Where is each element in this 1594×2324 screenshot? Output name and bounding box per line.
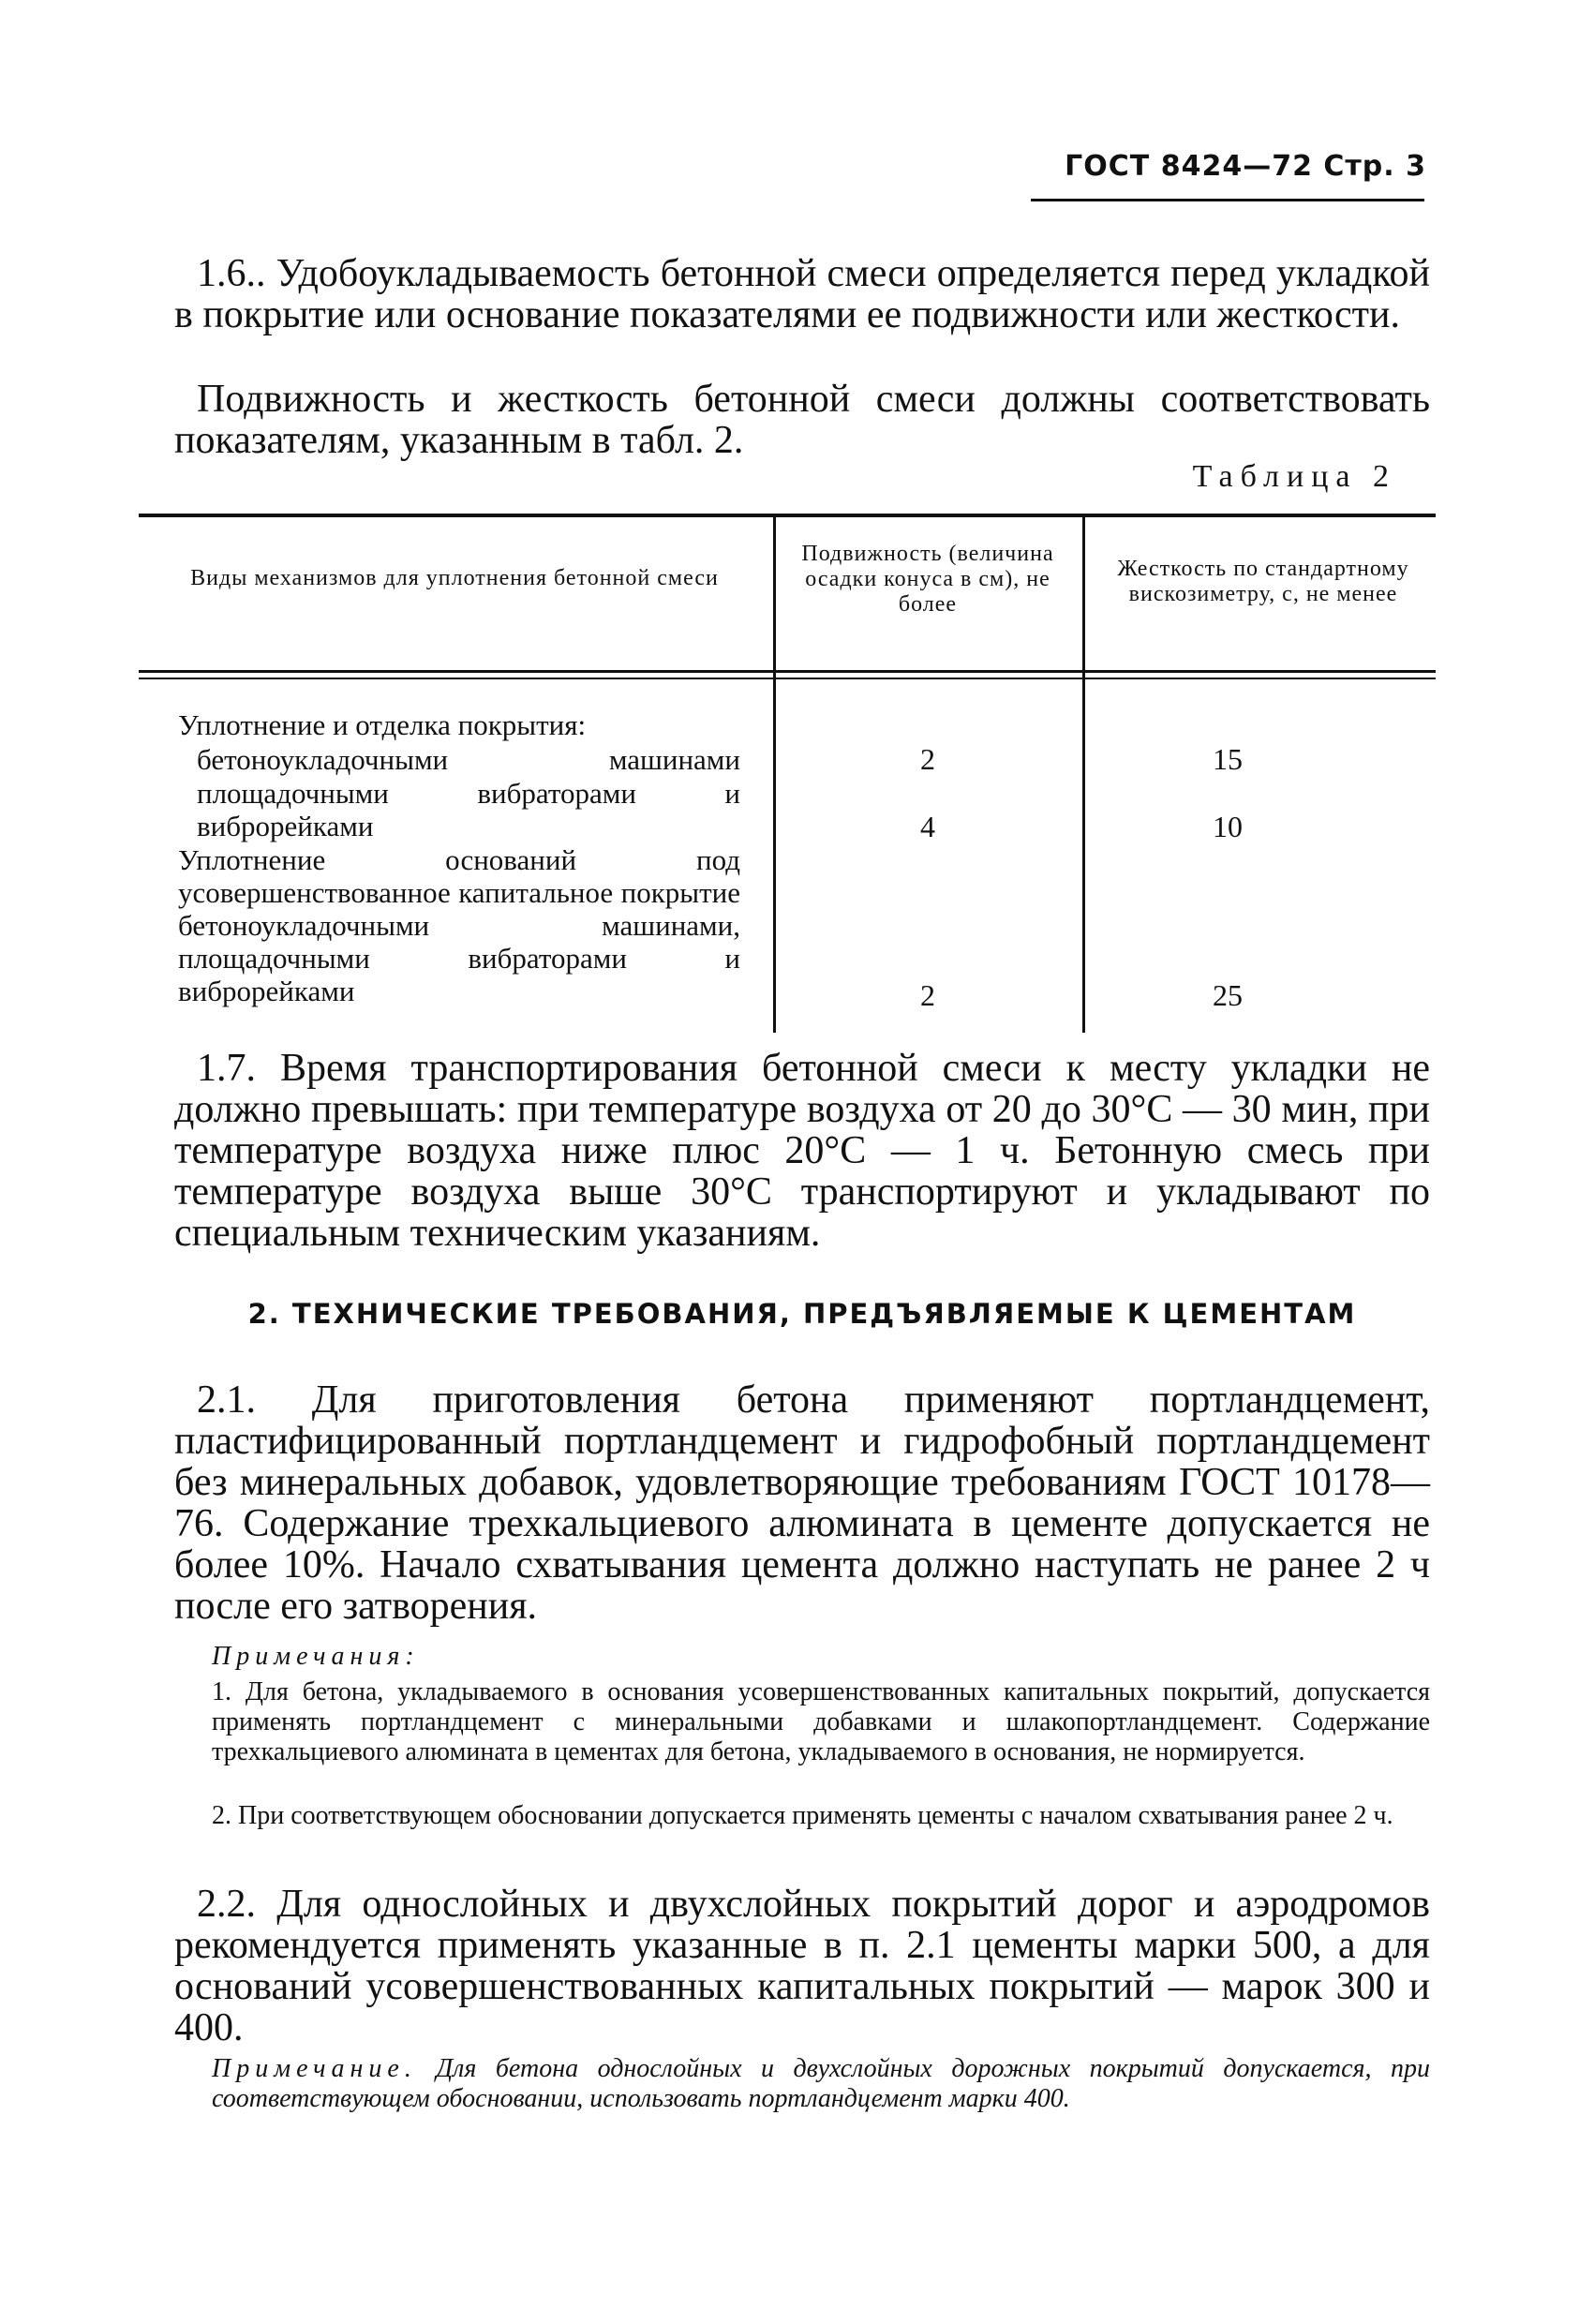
final-note: [212, 2054, 1430, 2114]
paragraph-1-6-b: Подвижность и жесткость бетонной смеси должны соответствовать показателям, указанным в табл. 2.: [174, 378, 1430, 462]
table-header-rule-2: [139, 678, 1436, 679]
final-note-text: Для бетона однослойных и двухслойных дорожных покрытий допускается, при соответствующем обосновании, использовать портландцемент марки 400.: [212, 2054, 1430, 2113]
table-cell-mobility: 2: [920, 978, 935, 1012]
table-col-divider-2: [1082, 517, 1085, 1033]
header-rule: [1031, 199, 1424, 201]
table-cell-mobility: 4: [920, 810, 935, 843]
page-header: ГОСТ 8424—72 Стр. 3: [1065, 150, 1426, 183]
table-cell-stiffness: 15: [1213, 742, 1243, 776]
table-cell-stiffness: 10: [1213, 810, 1243, 843]
table-cell-stiffness: 25: [1213, 978, 1243, 1012]
section-title: 2. ТЕХНИЧЕСКИЕ ТРЕБОВАНИЯ, ПРЕДЪЯВЛЯЕМЫЕ К ЦЕМЕНТАМ: [247, 1298, 1357, 1330]
paragraph-1-7: 1.7. Время транспортирования бетонной смеси к месту укладки не должно превышать: при температуре воздуха от 20 до 30°С — 30 мин, при температуре воздуха ниже плюс 20°С — 1 ч. Бетонную смесь при температуре воздуха выше 30°С транспортируют и укладывают по специальным техническим указаниям.: [174, 1047, 1430, 1255]
table-cell-mobility: 2: [920, 742, 935, 776]
table-row-label: Уплотнение оснований под усовершенствованное капитальное покрытие бетоноукладочными машинами, площадочными вибраторами и виброрейками: [178, 843, 740, 1007]
paragraph-2-1: 2.1. Для приготовления бетона применяют портландцемент, пластифицированный портландцемент и гидрофобный портландцемент без минеральных добавок, удовлетворяющие требованиям ГОСТ 10178—76. Содержание трехкальциевого алюмината в цементе допускается не более 10%. Начало схватывания цемента должно наступать не ранее 2 ч после его затворения.: [174, 1378, 1430, 1628]
table-row-label: площадочными вибраторами и виброрейками: [197, 777, 740, 842]
table-header-rule-1: [139, 670, 1436, 673]
table-row-label: бетоноукладочными машинами: [197, 743, 740, 776]
notes-title: Примечания:: [212, 1642, 420, 1671]
table-header-mechanisms: Виды механизмов для уплотнения бетонной смеси: [190, 566, 719, 590]
paragraph-2-2: 2.2. Для однослойных и двухслойных покрытий дорог и аэродромов рекомендуется применять указанные в п. 2.1 цементы марки 500, а для оснований усовершенствованных капитальных покрытий — марок 300 и 400.: [174, 1883, 1430, 2049]
table-group-title: Уплотнение и отделка покрытия:: [178, 708, 587, 741]
final-note-label: Примечание.: [212, 2054, 417, 2083]
note-1: 1. Для бетона, укладываемого в основания усовершенствованных капитальных покрытий, допускается применять портландцемент с минеральными добавками и шлакопортландцемент. Содержание трехкальциевого алюмината в цементах для бетона, укладываемого в основания, не нормируется.: [212, 1677, 1430, 1766]
paragraph-1-6: 1.6.. Удобоукладываемость бетонной смеси определяется перед укладкой в покрытие или основание показателями ее подвижности или жесткости.: [174, 252, 1430, 336]
table-top-rule: [139, 514, 1436, 517]
note-2: 2. При соответствующем обосновании допускается применять цементы с началом схватывания ранее 2 ч.: [212, 1801, 1393, 1830]
table-caption: Таблица 2: [1192, 459, 1396, 494]
table-header-mobility: Подвижность (величина осадки конуса в см), не более: [801, 542, 1054, 617]
table-col-divider-1: [773, 517, 776, 1033]
table-header-stiffness: Жесткость по стандартному вискозиметру, с, не менее: [1117, 557, 1409, 606]
